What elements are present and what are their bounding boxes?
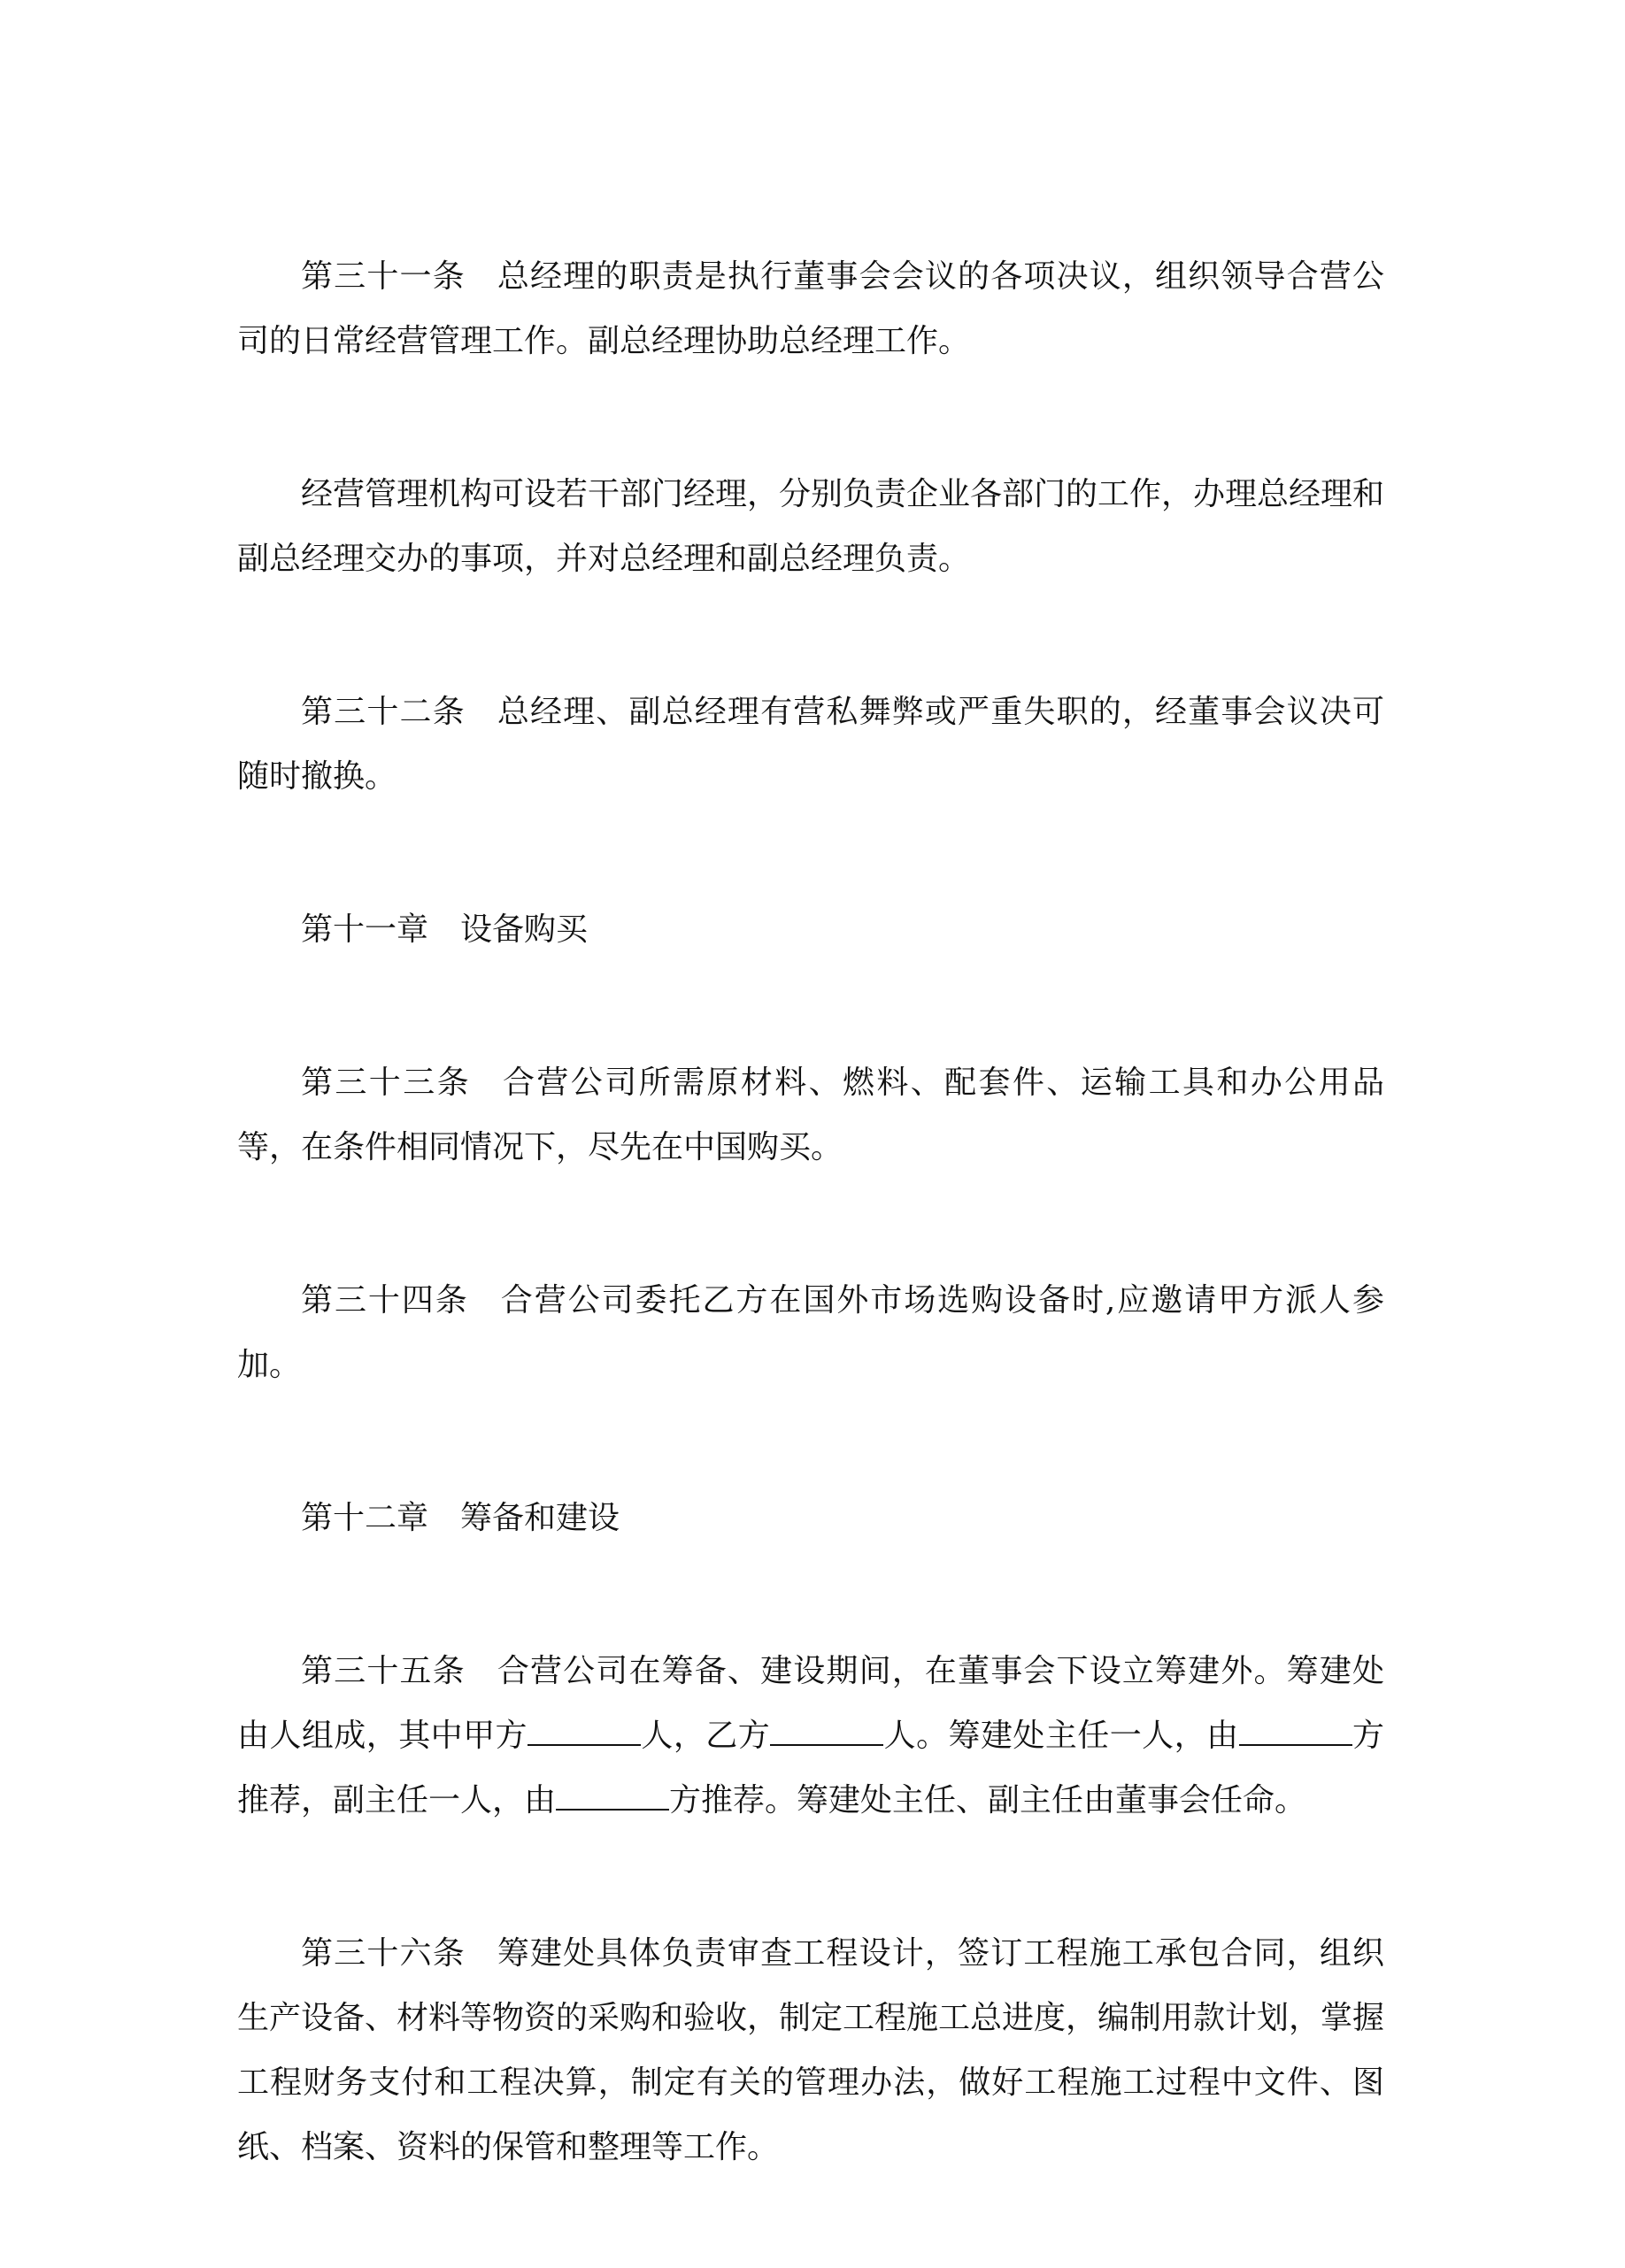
- article-text: 筹建处具体负责审查工程设计，签订工程施工承包合同，组织生产设备、材料等物资的采购和验收，制定工程施工总进度，编制用款计划，掌握工程财务支付和工程决算，制定有关的管理办法，做好工程施工过程中文件、图纸、档案、资料的保管和整理等工作。: [237, 1935, 1385, 2165]
- article-text-part: 人。筹建处主任一人，由: [883, 1718, 1239, 1754]
- article-text-part: 合营公司在筹备、建设期间，在董事会下设立筹建外。筹建处由人组成，其中甲方: [237, 1653, 1384, 1754]
- chapter-number: 第十一章: [301, 911, 429, 948]
- article-text: 经营管理机构可设若干部门经理，分别负责企业各部门的工作，办理总经理和副总经理交办的事项，并对总经理和副总经理负责。: [237, 476, 1385, 577]
- article-number: 第三十一条: [301, 258, 466, 295]
- article-number: 第三十四条: [301, 1282, 469, 1319]
- chapter-title: 筹备和建设: [460, 1500, 620, 1536]
- article-number: 第三十五条: [301, 1653, 466, 1689]
- article-31: [237, 244, 1384, 373]
- article-number: 第三十六条: [301, 1935, 466, 1972]
- article-number: 第三十二条: [301, 694, 466, 730]
- article-number: 第三十三条: [301, 1065, 471, 1101]
- fill-in-blank: [770, 1718, 883, 1746]
- chapter-number: 第十二章: [301, 1500, 429, 1536]
- article-text: 总经理的职责是执行董事会会议的各项决议，组织领导合营公司的日常经营管理工作。副总经理协助总经理工作。: [237, 258, 1384, 359]
- article-text-part: 人，乙方: [640, 1718, 771, 1754]
- fill-in-blank: [556, 1782, 669, 1811]
- article-32: [237, 680, 1384, 809]
- article-text-part: 方推荐。筹建处主任、副主任由董事会任命。: [669, 1782, 1307, 1818]
- article-35: [237, 1639, 1384, 1833]
- article-text: 总经理、副总经理有营私舞弊或严重失职的，经董事会议决可随时撤换。: [237, 694, 1384, 795]
- fill-in-blank: [528, 1718, 641, 1746]
- article-text: 合营公司所需原材料、燃料、配套件、运输工具和办公用品等，在条件相同情况下，尽先在中国购买。: [237, 1065, 1384, 1165]
- article-36: [237, 1921, 1384, 2180]
- chapter-title: 设备购买: [460, 911, 589, 948]
- chapter-12-heading: [237, 1486, 1384, 1550]
- chapter-11-heading: [237, 897, 1384, 962]
- article-31-paragraph-2: [237, 462, 1384, 591]
- fill-in-blank: [1239, 1718, 1352, 1746]
- article-text: 合营公司委托乙方在国外市场选购设备时,应邀请甲方派人参加。: [237, 1282, 1384, 1383]
- article-text-part: 方推荐，副主任一人，由: [237, 1718, 1384, 1818]
- article-34: [237, 1268, 1384, 1397]
- document-page: [237, 244, 1384, 2268]
- article-33: [237, 1050, 1384, 1180]
